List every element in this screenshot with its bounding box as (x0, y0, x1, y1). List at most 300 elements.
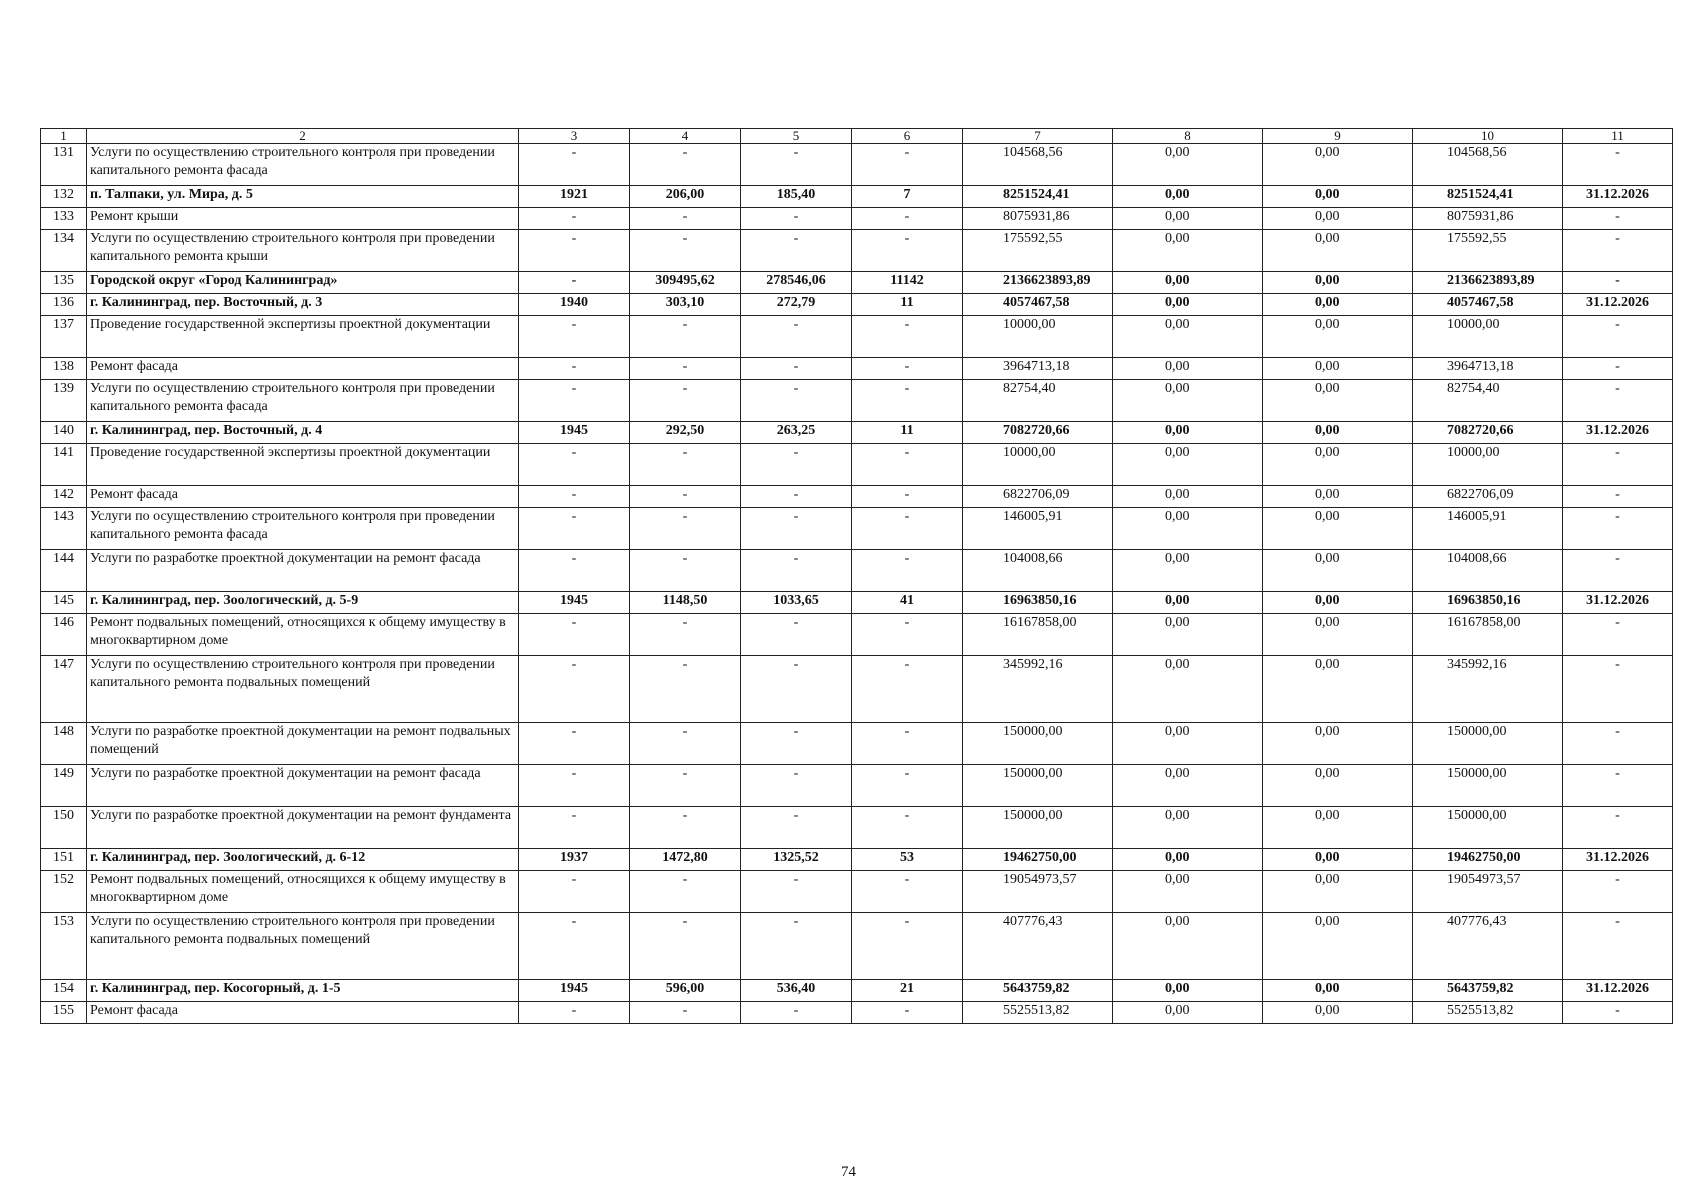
item-name-cell: Ремонт крыши (87, 208, 519, 230)
living-area-cell: - (741, 550, 852, 592)
owners-cost-cell: 5643759,82 (1413, 980, 1563, 1002)
column-header: 11 (1563, 129, 1673, 144)
build-year-cell: - (519, 656, 630, 723)
item-name-cell: Услуги по осуществлению строительного контроля при проведении капитального ремонта подвальных помещений (87, 913, 519, 980)
budget-cost-cell: 0,00 (1263, 144, 1413, 186)
item-name-cell: п. Талпаки, ул. Мира, д. 5 (87, 186, 519, 208)
item-name-cell: Услуги по разработке проектной документации на ремонт подвальных помещений (87, 723, 519, 765)
build-year-cell: - (519, 1002, 630, 1024)
living-area-cell: - (741, 144, 852, 186)
item-name-cell: Услуги по разработке проектной документации на ремонт фасада (87, 765, 519, 807)
build-year-cell: - (519, 316, 630, 358)
residents-count-cell: - (852, 380, 963, 422)
completion-date-cell: - (1563, 486, 1673, 508)
column-header: 3 (519, 129, 630, 144)
work-item-row (41, 1002, 1673, 1024)
total-area-cell: - (630, 380, 741, 422)
fund-cost-cell: 0,00 (1113, 186, 1263, 208)
work-item-row (41, 550, 1673, 592)
residents-count-cell: 11142 (852, 272, 963, 294)
living-area-cell: - (741, 765, 852, 807)
fund-cost-cell: 0,00 (1113, 765, 1263, 807)
build-year-cell: 1945 (519, 980, 630, 1002)
completion-date-cell: - (1563, 316, 1673, 358)
total-area-cell: - (630, 871, 741, 913)
budget-cost-cell: 0,00 (1263, 614, 1413, 656)
column-header: 4 (630, 129, 741, 144)
living-area-cell: - (741, 614, 852, 656)
budget-cost-cell: 0,00 (1263, 980, 1413, 1002)
completion-date-cell: - (1563, 550, 1673, 592)
living-area-cell: 272,79 (741, 294, 852, 316)
total-cost-cell: 345992,16 (963, 656, 1113, 723)
budget-cost-cell: 0,00 (1263, 208, 1413, 230)
row-number-cell: 143 (41, 508, 87, 550)
fund-cost-cell: 0,00 (1113, 444, 1263, 486)
living-area-cell: - (741, 656, 852, 723)
total-cost-cell: 8075931,86 (963, 208, 1113, 230)
row-number-cell: 138 (41, 358, 87, 380)
total-cost-cell: 6822706,09 (963, 486, 1113, 508)
address-row (41, 980, 1673, 1002)
owners-cost-cell: 345992,16 (1413, 656, 1563, 723)
residents-count-cell: 21 (852, 980, 963, 1002)
item-name-cell: Ремонт подвальных помещений, относящихся к общему имуществу в многоквартирном доме (87, 871, 519, 913)
completion-date-cell: 31.12.2026 (1563, 294, 1673, 316)
living-area-cell: - (741, 723, 852, 765)
total-area-cell: - (630, 144, 741, 186)
fund-cost-cell: 0,00 (1113, 316, 1263, 358)
budget-cost-cell: 0,00 (1263, 807, 1413, 849)
owners-cost-cell: 7082720,66 (1413, 422, 1563, 444)
residents-count-cell: - (852, 1002, 963, 1024)
item-name-cell: Проведение государственной экспертизы проектной документации (87, 316, 519, 358)
total-cost-cell: 150000,00 (963, 765, 1113, 807)
item-name-cell: Услуги по осуществлению строительного контроля при проведении капитального ремонта фасада (87, 508, 519, 550)
address-row (41, 294, 1673, 316)
work-item-row (41, 486, 1673, 508)
total-cost-cell: 175592,55 (963, 230, 1113, 272)
row-number-cell: 134 (41, 230, 87, 272)
residents-count-cell: - (852, 444, 963, 486)
living-area-cell: - (741, 316, 852, 358)
total-area-cell: - (630, 486, 741, 508)
build-year-cell: - (519, 486, 630, 508)
budget-cost-cell: 0,00 (1263, 230, 1413, 272)
work-item-row (41, 444, 1673, 486)
living-area-cell: - (741, 444, 852, 486)
living-area-cell: - (741, 508, 852, 550)
owners-cost-cell: 19462750,00 (1413, 849, 1563, 871)
total-area-cell: - (630, 550, 741, 592)
total-area-cell: - (630, 444, 741, 486)
column-header: 9 (1263, 129, 1413, 144)
residents-count-cell: 11 (852, 422, 963, 444)
living-area-cell: - (741, 208, 852, 230)
row-number-cell: 146 (41, 614, 87, 656)
row-number-cell: 151 (41, 849, 87, 871)
residents-count-cell: - (852, 550, 963, 592)
column-header: 2 (87, 129, 519, 144)
fund-cost-cell: 0,00 (1113, 208, 1263, 230)
column-header: 1 (41, 129, 87, 144)
build-year-cell: 1940 (519, 294, 630, 316)
build-year-cell: - (519, 230, 630, 272)
fund-cost-cell: 0,00 (1113, 871, 1263, 913)
work-item-row (41, 913, 1673, 980)
item-name-cell: г. Калининград, пер. Зоологический, д. 5-9 (87, 592, 519, 614)
completion-date-cell: - (1563, 913, 1673, 980)
item-name-cell: Услуги по осуществлению строительного контроля при проведении капитального ремонта фасада (87, 144, 519, 186)
completion-date-cell: - (1563, 765, 1673, 807)
fund-cost-cell: 0,00 (1113, 272, 1263, 294)
fund-cost-cell: 0,00 (1113, 656, 1263, 723)
item-name-cell: Ремонт фасада (87, 358, 519, 380)
item-name-cell: Ремонт фасада (87, 1002, 519, 1024)
fund-cost-cell: 0,00 (1113, 380, 1263, 422)
fund-cost-cell: 0,00 (1113, 913, 1263, 980)
completion-date-cell: - (1563, 144, 1673, 186)
residents-count-cell: 11 (852, 294, 963, 316)
column-header: 8 (1113, 129, 1263, 144)
fund-cost-cell: 0,00 (1113, 550, 1263, 592)
total-cost-cell: 146005,91 (963, 508, 1113, 550)
completion-date-cell: - (1563, 208, 1673, 230)
fund-cost-cell: 0,00 (1113, 144, 1263, 186)
fund-cost-cell: 0,00 (1113, 508, 1263, 550)
total-cost-cell: 8251524,41 (963, 186, 1113, 208)
completion-date-cell: 31.12.2026 (1563, 186, 1673, 208)
budget-cost-cell: 0,00 (1263, 1002, 1413, 1024)
total-cost-cell: 4057467,58 (963, 294, 1113, 316)
owners-cost-cell: 3964713,18 (1413, 358, 1563, 380)
residents-count-cell: - (852, 486, 963, 508)
living-area-cell: - (741, 486, 852, 508)
fund-cost-cell: 0,00 (1113, 723, 1263, 765)
row-number-cell: 148 (41, 723, 87, 765)
owners-cost-cell: 104568,56 (1413, 144, 1563, 186)
completion-date-cell: - (1563, 230, 1673, 272)
owners-cost-cell: 19054973,57 (1413, 871, 1563, 913)
owners-cost-cell: 6822706,09 (1413, 486, 1563, 508)
living-area-cell: 536,40 (741, 980, 852, 1002)
budget-cost-cell: 0,00 (1263, 508, 1413, 550)
owners-cost-cell: 8075931,86 (1413, 208, 1563, 230)
item-name-cell: Услуги по осуществлению строительного контроля при проведении капитального ремонта фасада (87, 380, 519, 422)
budget-cost-cell: 0,00 (1263, 765, 1413, 807)
item-name-cell: Услуги по разработке проектной документации на ремонт фасада (87, 550, 519, 592)
item-name-cell: Услуги по осуществлению строительного контроля при проведении капитального ремонта подвальных помещений (87, 656, 519, 723)
residents-count-cell: - (852, 765, 963, 807)
total-area-cell: 303,10 (630, 294, 741, 316)
total-area-cell: - (630, 230, 741, 272)
item-name-cell: Ремонт подвальных помещений, относящихся к общему имуществу в многоквартирном доме (87, 614, 519, 656)
build-year-cell: - (519, 614, 630, 656)
work-item-row (41, 358, 1673, 380)
row-number-cell: 154 (41, 980, 87, 1002)
owners-cost-cell: 150000,00 (1413, 807, 1563, 849)
total-cost-cell: 16167858,00 (963, 614, 1113, 656)
completion-date-cell: 31.12.2026 (1563, 592, 1673, 614)
total-cost-cell: 82754,40 (963, 380, 1113, 422)
row-number-cell: 150 (41, 807, 87, 849)
build-year-cell: - (519, 550, 630, 592)
build-year-cell: - (519, 380, 630, 422)
build-year-cell: - (519, 272, 630, 294)
completion-date-cell: - (1563, 358, 1673, 380)
fund-cost-cell: 0,00 (1113, 592, 1263, 614)
address-row (41, 422, 1673, 444)
residents-count-cell: 7 (852, 186, 963, 208)
row-number-cell: 139 (41, 380, 87, 422)
owners-cost-cell: 16963850,16 (1413, 592, 1563, 614)
residents-count-cell: - (852, 871, 963, 913)
total-area-cell: - (630, 765, 741, 807)
row-number-cell: 135 (41, 272, 87, 294)
item-name-cell: Проведение государственной экспертизы проектной документации (87, 444, 519, 486)
build-year-cell: 1945 (519, 422, 630, 444)
total-cost-cell: 104568,56 (963, 144, 1113, 186)
budget-cost-cell: 0,00 (1263, 486, 1413, 508)
column-number-header-row (41, 129, 1673, 144)
row-number-cell: 149 (41, 765, 87, 807)
total-cost-cell: 5525513,82 (963, 1002, 1113, 1024)
completion-date-cell: - (1563, 444, 1673, 486)
living-area-cell: - (741, 871, 852, 913)
total-area-cell: 292,50 (630, 422, 741, 444)
budget-cost-cell: 0,00 (1263, 656, 1413, 723)
address-row (41, 849, 1673, 871)
build-year-cell: - (519, 765, 630, 807)
item-name-cell: Услуги по разработке проектной документации на ремонт фундамента (87, 807, 519, 849)
address-row (41, 272, 1673, 294)
build-year-cell: 1937 (519, 849, 630, 871)
owners-cost-cell: 16167858,00 (1413, 614, 1563, 656)
owners-cost-cell: 150000,00 (1413, 723, 1563, 765)
total-area-cell: 309495,62 (630, 272, 741, 294)
document-sheet (40, 128, 1672, 1024)
item-name-cell: Услуги по осуществлению строительного контроля при проведении капитального ремонта крыши (87, 230, 519, 272)
owners-cost-cell: 8251524,41 (1413, 186, 1563, 208)
build-year-cell: - (519, 807, 630, 849)
completion-date-cell: - (1563, 723, 1673, 765)
owners-cost-cell: 407776,43 (1413, 913, 1563, 980)
owners-cost-cell: 104008,66 (1413, 550, 1563, 592)
completion-date-cell: - (1563, 807, 1673, 849)
row-number-cell: 147 (41, 656, 87, 723)
work-item-row (41, 871, 1673, 913)
work-item-row (41, 230, 1673, 272)
fund-cost-cell: 0,00 (1113, 486, 1263, 508)
owners-cost-cell: 150000,00 (1413, 765, 1563, 807)
total-area-cell: - (630, 807, 741, 849)
total-area-cell: 206,00 (630, 186, 741, 208)
row-number-cell: 131 (41, 144, 87, 186)
living-area-cell: 1033,65 (741, 592, 852, 614)
total-area-cell: - (630, 913, 741, 980)
residents-count-cell: - (852, 614, 963, 656)
total-area-cell: - (630, 656, 741, 723)
work-item-row (41, 614, 1673, 656)
completion-date-cell: - (1563, 871, 1673, 913)
budget-cost-cell: 0,00 (1263, 849, 1413, 871)
work-item-row (41, 656, 1673, 723)
total-cost-cell: 7082720,66 (963, 422, 1113, 444)
living-area-cell: - (741, 380, 852, 422)
total-cost-cell: 19462750,00 (963, 849, 1113, 871)
fund-cost-cell: 0,00 (1113, 807, 1263, 849)
total-area-cell: - (630, 508, 741, 550)
budget-cost-cell: 0,00 (1263, 444, 1413, 486)
work-item-row (41, 208, 1673, 230)
row-number-cell: 136 (41, 294, 87, 316)
budget-cost-cell: 0,00 (1263, 913, 1413, 980)
completion-date-cell: 31.12.2026 (1563, 980, 1673, 1002)
total-cost-cell: 3964713,18 (963, 358, 1113, 380)
column-header: 7 (963, 129, 1113, 144)
total-cost-cell: 2136623893,89 (963, 272, 1113, 294)
total-area-cell: - (630, 208, 741, 230)
living-area-cell: - (741, 358, 852, 380)
item-name-cell: Ремонт фасада (87, 486, 519, 508)
budget-cost-cell: 0,00 (1263, 358, 1413, 380)
total-cost-cell: 150000,00 (963, 807, 1113, 849)
build-year-cell: 1945 (519, 592, 630, 614)
fund-cost-cell: 0,00 (1113, 614, 1263, 656)
completion-date-cell: 31.12.2026 (1563, 849, 1673, 871)
total-cost-cell: 19054973,57 (963, 871, 1113, 913)
residents-count-cell: - (852, 723, 963, 765)
item-name-cell: г. Калининград, пер. Зоологический, д. 6-12 (87, 849, 519, 871)
living-area-cell: 1325,52 (741, 849, 852, 871)
owners-cost-cell: 10000,00 (1413, 444, 1563, 486)
living-area-cell: 263,25 (741, 422, 852, 444)
row-number-cell: 144 (41, 550, 87, 592)
owners-cost-cell: 5525513,82 (1413, 1002, 1563, 1024)
row-number-cell: 141 (41, 444, 87, 486)
row-number-cell: 142 (41, 486, 87, 508)
total-cost-cell: 407776,43 (963, 913, 1113, 980)
residents-count-cell: - (852, 358, 963, 380)
residents-count-cell: - (852, 508, 963, 550)
row-number-cell: 140 (41, 422, 87, 444)
build-year-cell: - (519, 913, 630, 980)
total-cost-cell: 150000,00 (963, 723, 1113, 765)
residents-count-cell: - (852, 208, 963, 230)
item-name-cell: г. Калининград, пер. Восточный, д. 3 (87, 294, 519, 316)
total-area-cell: 1472,80 (630, 849, 741, 871)
total-area-cell: - (630, 614, 741, 656)
total-cost-cell: 5643759,82 (963, 980, 1113, 1002)
fund-cost-cell: 0,00 (1113, 849, 1263, 871)
total-area-cell: - (630, 723, 741, 765)
item-name-cell: Городской округ «Город Калининград» (87, 272, 519, 294)
residents-count-cell: - (852, 316, 963, 358)
budget-cost-cell: 0,00 (1263, 272, 1413, 294)
total-area-cell: - (630, 316, 741, 358)
item-name-cell: г. Калининград, пер. Косогорный, д. 1-5 (87, 980, 519, 1002)
residents-count-cell: 41 (852, 592, 963, 614)
work-item-row (41, 807, 1673, 849)
fund-cost-cell: 0,00 (1113, 422, 1263, 444)
total-area-cell: 596,00 (630, 980, 741, 1002)
total-cost-cell: 10000,00 (963, 444, 1113, 486)
living-area-cell: - (741, 1002, 852, 1024)
row-number-cell: 152 (41, 871, 87, 913)
residents-count-cell: - (852, 913, 963, 980)
budget-cost-cell: 0,00 (1263, 723, 1413, 765)
column-header: 6 (852, 129, 963, 144)
completion-date-cell: - (1563, 656, 1673, 723)
owners-cost-cell: 10000,00 (1413, 316, 1563, 358)
work-item-row (41, 765, 1673, 807)
fund-cost-cell: 0,00 (1113, 1002, 1263, 1024)
completion-date-cell: - (1563, 272, 1673, 294)
living-area-cell: - (741, 230, 852, 272)
build-year-cell: - (519, 508, 630, 550)
owners-cost-cell: 175592,55 (1413, 230, 1563, 272)
work-item-row (41, 723, 1673, 765)
total-cost-cell: 10000,00 (963, 316, 1113, 358)
table-body (41, 129, 1673, 1024)
living-area-cell: 278546,06 (741, 272, 852, 294)
residents-count-cell: - (852, 656, 963, 723)
row-number-cell: 145 (41, 592, 87, 614)
row-number-cell: 153 (41, 913, 87, 980)
budget-cost-cell: 0,00 (1263, 592, 1413, 614)
owners-cost-cell: 2136623893,89 (1413, 272, 1563, 294)
residents-count-cell: 53 (852, 849, 963, 871)
owners-cost-cell: 146005,91 (1413, 508, 1563, 550)
address-row (41, 186, 1673, 208)
work-item-row (41, 380, 1673, 422)
total-area-cell: - (630, 1002, 741, 1024)
build-year-cell: - (519, 358, 630, 380)
budget-cost-cell: 0,00 (1263, 316, 1413, 358)
total-cost-cell: 104008,66 (963, 550, 1113, 592)
total-cost-cell: 16963850,16 (963, 592, 1113, 614)
item-name-cell: г. Калининград, пер. Восточный, д. 4 (87, 422, 519, 444)
budget-cost-cell: 0,00 (1263, 294, 1413, 316)
work-item-row (41, 144, 1673, 186)
completion-date-cell: - (1563, 614, 1673, 656)
row-number-cell: 132 (41, 186, 87, 208)
row-number-cell: 155 (41, 1002, 87, 1024)
page-number: 74 (841, 1164, 856, 1180)
fund-cost-cell: 0,00 (1113, 230, 1263, 272)
build-year-cell: - (519, 144, 630, 186)
owners-cost-cell: 4057467,58 (1413, 294, 1563, 316)
fund-cost-cell: 0,00 (1113, 294, 1263, 316)
budget-cost-cell: 0,00 (1263, 380, 1413, 422)
budget-cost-cell: 0,00 (1263, 871, 1413, 913)
budget-cost-cell: 0,00 (1263, 550, 1413, 592)
row-number-cell: 133 (41, 208, 87, 230)
owners-cost-cell: 82754,40 (1413, 380, 1563, 422)
column-header: 10 (1413, 129, 1563, 144)
address-row (41, 592, 1673, 614)
fund-cost-cell: 0,00 (1113, 980, 1263, 1002)
fund-cost-cell: 0,00 (1113, 358, 1263, 380)
living-area-cell: - (741, 913, 852, 980)
completion-date-cell: - (1563, 380, 1673, 422)
build-year-cell: - (519, 208, 630, 230)
completion-date-cell: - (1563, 1002, 1673, 1024)
total-area-cell: - (630, 358, 741, 380)
total-area-cell: 1148,50 (630, 592, 741, 614)
living-area-cell: - (741, 807, 852, 849)
build-year-cell: - (519, 444, 630, 486)
